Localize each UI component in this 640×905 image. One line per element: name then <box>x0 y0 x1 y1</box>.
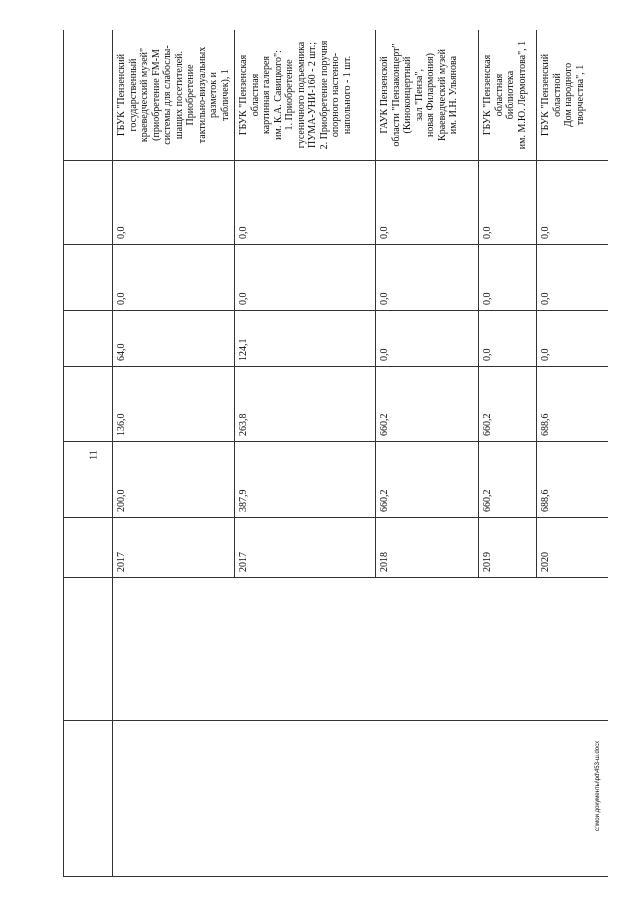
value-cell: 0,0 <box>113 245 235 311</box>
org-line: творчества", 1 <box>574 64 586 126</box>
budget-table <box>63 30 608 877</box>
value-cell: 0,0 <box>113 161 235 245</box>
organization-cell <box>376 30 479 161</box>
org-line: тактильно-визуальных <box>196 46 208 144</box>
org-line: им. И.Н. Ульянова <box>448 55 459 135</box>
org-line: ГБУК "Пензенский <box>116 53 127 137</box>
page-number: 11 <box>88 450 100 460</box>
organization-cell <box>479 30 537 161</box>
org-line: областной <box>551 73 563 117</box>
table-row <box>113 30 235 877</box>
org-line: системы для слабослы- <box>162 45 173 145</box>
org-line: ГБУК "Пензенская <box>482 54 493 136</box>
org-line: Дом народного <box>563 62 574 128</box>
org-line: напольного - 1 шт. <box>341 55 353 135</box>
org-line: 1. Приобретение <box>284 59 295 131</box>
value-cell: 124,1 <box>235 311 376 367</box>
organization-cell <box>235 30 376 161</box>
value-cell: 387,9 <box>235 442 376 518</box>
organization-cell <box>113 30 235 161</box>
value-cell: 0,0 <box>235 245 376 311</box>
year-cell: 2017 <box>113 518 235 578</box>
org-line: им. К.А. Савицкого": <box>272 50 284 140</box>
value-cell: 660,2 <box>479 367 537 442</box>
org-line: ГБУК "Пензенский <box>540 53 551 137</box>
year-cell: 2018 <box>376 518 479 578</box>
year-cell: 2020 <box>537 518 609 578</box>
org-line: областная <box>493 73 505 117</box>
org-line: государственный <box>127 58 139 132</box>
value-cell: 200,0 <box>113 442 235 518</box>
value-cell: 136,0 <box>113 367 235 442</box>
merged-empty-cell <box>113 721 609 877</box>
org-line: гусеничного подъемника <box>295 41 307 149</box>
footer-file-path: c:\мои документы\pd\453-ш.docx <box>595 740 601 832</box>
value-cell: 64,0 <box>113 311 235 367</box>
org-line: областная <box>249 73 261 117</box>
empty-cell <box>64 245 113 311</box>
org-line: области "Пензаконцерт" <box>390 43 402 147</box>
empty-cell <box>64 578 113 721</box>
value-cell: 0,0 <box>479 245 537 311</box>
rotated-table-body <box>63 30 608 877</box>
org-line: Приобретение <box>185 64 196 126</box>
year-cell: 2019 <box>479 518 537 578</box>
org-line: 2. Приобретение поручня <box>318 40 330 150</box>
organization-cell <box>537 30 609 161</box>
empty-cell <box>64 311 113 367</box>
value-cell: 660,2 <box>376 367 479 442</box>
org-line: шащих посетителей. <box>173 50 185 140</box>
value-cell: 0,0 <box>479 161 537 245</box>
value-cell: 0,0 <box>376 161 479 245</box>
org-line: им. М.Ю. Лермонтова", 1 <box>516 40 528 150</box>
org-line: табличек), 1 <box>219 69 231 121</box>
org-line: библиотека <box>505 70 516 120</box>
empty-cell <box>64 518 113 578</box>
year-cell: 2017 <box>235 518 376 578</box>
org-line: разметок и <box>208 72 219 118</box>
org-line: (Киноконцертный <box>402 56 413 134</box>
value-cell: 0,0 <box>537 245 609 311</box>
empty-cell <box>64 721 113 877</box>
merged-empty-cell <box>113 578 609 721</box>
value-cell: 660,2 <box>479 442 537 518</box>
org-line: (приобретение FM-M <box>150 49 162 141</box>
empty-cell <box>64 367 113 442</box>
value-cell: 0,0 <box>537 311 609 367</box>
value-cell: 660,2 <box>376 442 479 518</box>
table-row <box>64 30 113 877</box>
org-line: ГБУК "Пензенская <box>238 54 249 136</box>
value-cell: 688,6 <box>537 442 609 518</box>
value-cell: 0,0 <box>376 311 479 367</box>
value-cell: 0,0 <box>376 245 479 311</box>
empty-cell <box>64 442 113 518</box>
value-cell: 263,8 <box>235 367 376 442</box>
org-line: картинная галерея <box>261 55 272 135</box>
value-cell: 0,0 <box>537 161 609 245</box>
empty-cell <box>64 30 113 161</box>
value-cell: 0,0 <box>479 311 537 367</box>
org-line: ГАУК Пензенской <box>379 56 390 134</box>
empty-cell <box>64 161 113 245</box>
org-line: краеведческий музей" <box>139 47 150 143</box>
value-cell: 0,0 <box>235 161 376 245</box>
value-cell: 688,6 <box>537 367 609 442</box>
org-line: опорного настенно- <box>330 52 341 138</box>
document-table <box>63 30 608 877</box>
org-line: зал "Пенза", <box>413 68 425 122</box>
org-line: новая Филармония) <box>425 53 436 137</box>
org-line: ПУМА-УНИ-160 - 2 шт.; <box>307 41 318 149</box>
org-line: Краеведческий музей <box>436 49 448 141</box>
